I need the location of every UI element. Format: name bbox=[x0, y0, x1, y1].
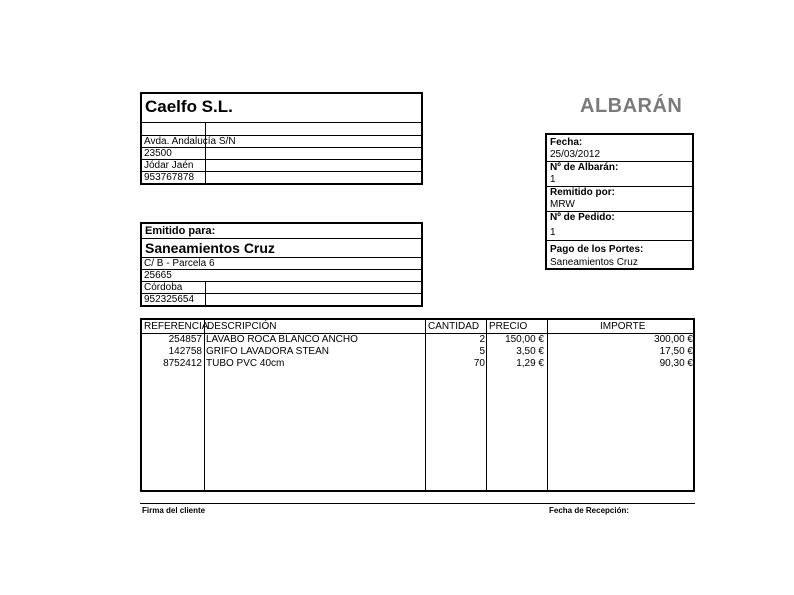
cell-qty: 5 bbox=[479, 346, 485, 357]
pedido-label: Nº de Pedido: bbox=[550, 212, 615, 223]
receiver-postcode: 25665 bbox=[142, 269, 421, 282]
receiver-divider bbox=[205, 281, 206, 305]
cell-amount: 17,50 € bbox=[659, 346, 693, 357]
cell-qty: 70 bbox=[473, 358, 485, 369]
cell-price: 3,50 € bbox=[516, 346, 544, 357]
sender-box bbox=[140, 92, 423, 185]
reception-date-label: Fecha de Recepción: bbox=[549, 506, 630, 515]
cell-ref: 8752412 bbox=[163, 358, 202, 369]
remitido-label: Remitido por: bbox=[550, 187, 615, 198]
pedido-value: 1 bbox=[550, 227, 556, 238]
fecha-value: 25/03/2012 bbox=[550, 149, 601, 160]
signature-label: Firma del cliente bbox=[142, 506, 206, 515]
sender-postcode: 23500 bbox=[142, 147, 421, 160]
receiver-address: C/ B - Parcela 6 bbox=[142, 257, 421, 270]
document-title: ALBARÁN bbox=[580, 95, 683, 117]
cell-amount: 300,00 € bbox=[654, 334, 693, 345]
info-box bbox=[545, 133, 694, 270]
sender-city: Jódar Jaén bbox=[142, 159, 421, 172]
cell-desc: LAVABO ROCA BLANCO ANCHO bbox=[206, 334, 358, 345]
cell-ref: 254857 bbox=[168, 334, 202, 345]
items-table bbox=[140, 318, 695, 492]
sender-address: Avda. Andalucía S/N bbox=[142, 135, 421, 148]
header-precio: PRECIO bbox=[489, 321, 528, 332]
cell-amount: 90,30 € bbox=[659, 358, 693, 369]
remitido-value: MRW bbox=[550, 199, 575, 210]
header-referencia: REFERENCIA bbox=[144, 321, 209, 332]
cell-desc: TUBO PVC 40cm bbox=[206, 358, 285, 369]
sender-line bbox=[142, 122, 421, 135]
header-importe: IMPORTE bbox=[600, 321, 646, 332]
portes-value: Saneamientos Cruz bbox=[550, 257, 638, 268]
receiver-phone: 952325654 bbox=[142, 293, 421, 306]
albaran-label: Nº de Albarán: bbox=[550, 162, 619, 173]
receiver-label: Emitido para: bbox=[145, 225, 216, 237]
divider bbox=[142, 238, 421, 239]
divider bbox=[547, 240, 692, 241]
table-row bbox=[142, 334, 693, 346]
header-cantidad: CANTIDAD bbox=[428, 321, 480, 332]
receiver-name: Saneamientos Cruz bbox=[145, 240, 275, 256]
fecha-label: Fecha: bbox=[550, 137, 583, 148]
receiver-box bbox=[140, 222, 423, 307]
cell-desc: GRIFO LAVADORA STEAN bbox=[206, 346, 329, 357]
cell-qty: 2 bbox=[479, 334, 485, 345]
table-row bbox=[142, 346, 693, 358]
receiver-city: Córdoba bbox=[142, 281, 421, 294]
portes-label: Pago de los Portes: bbox=[550, 244, 644, 255]
albaran-value: 1 bbox=[550, 174, 556, 185]
header-descripcion: DESCRIPCIÓN bbox=[207, 321, 277, 332]
cell-price: 1,29 € bbox=[516, 358, 544, 369]
cell-price: 150,00 € bbox=[505, 334, 544, 345]
table-row bbox=[142, 358, 693, 370]
sender-divider bbox=[205, 122, 206, 183]
footer-line bbox=[140, 503, 695, 504]
cell-ref: 142758 bbox=[168, 346, 202, 357]
sender-phone: 953767878 bbox=[142, 171, 421, 184]
sender-name: Caelfo S.L. bbox=[145, 97, 233, 116]
